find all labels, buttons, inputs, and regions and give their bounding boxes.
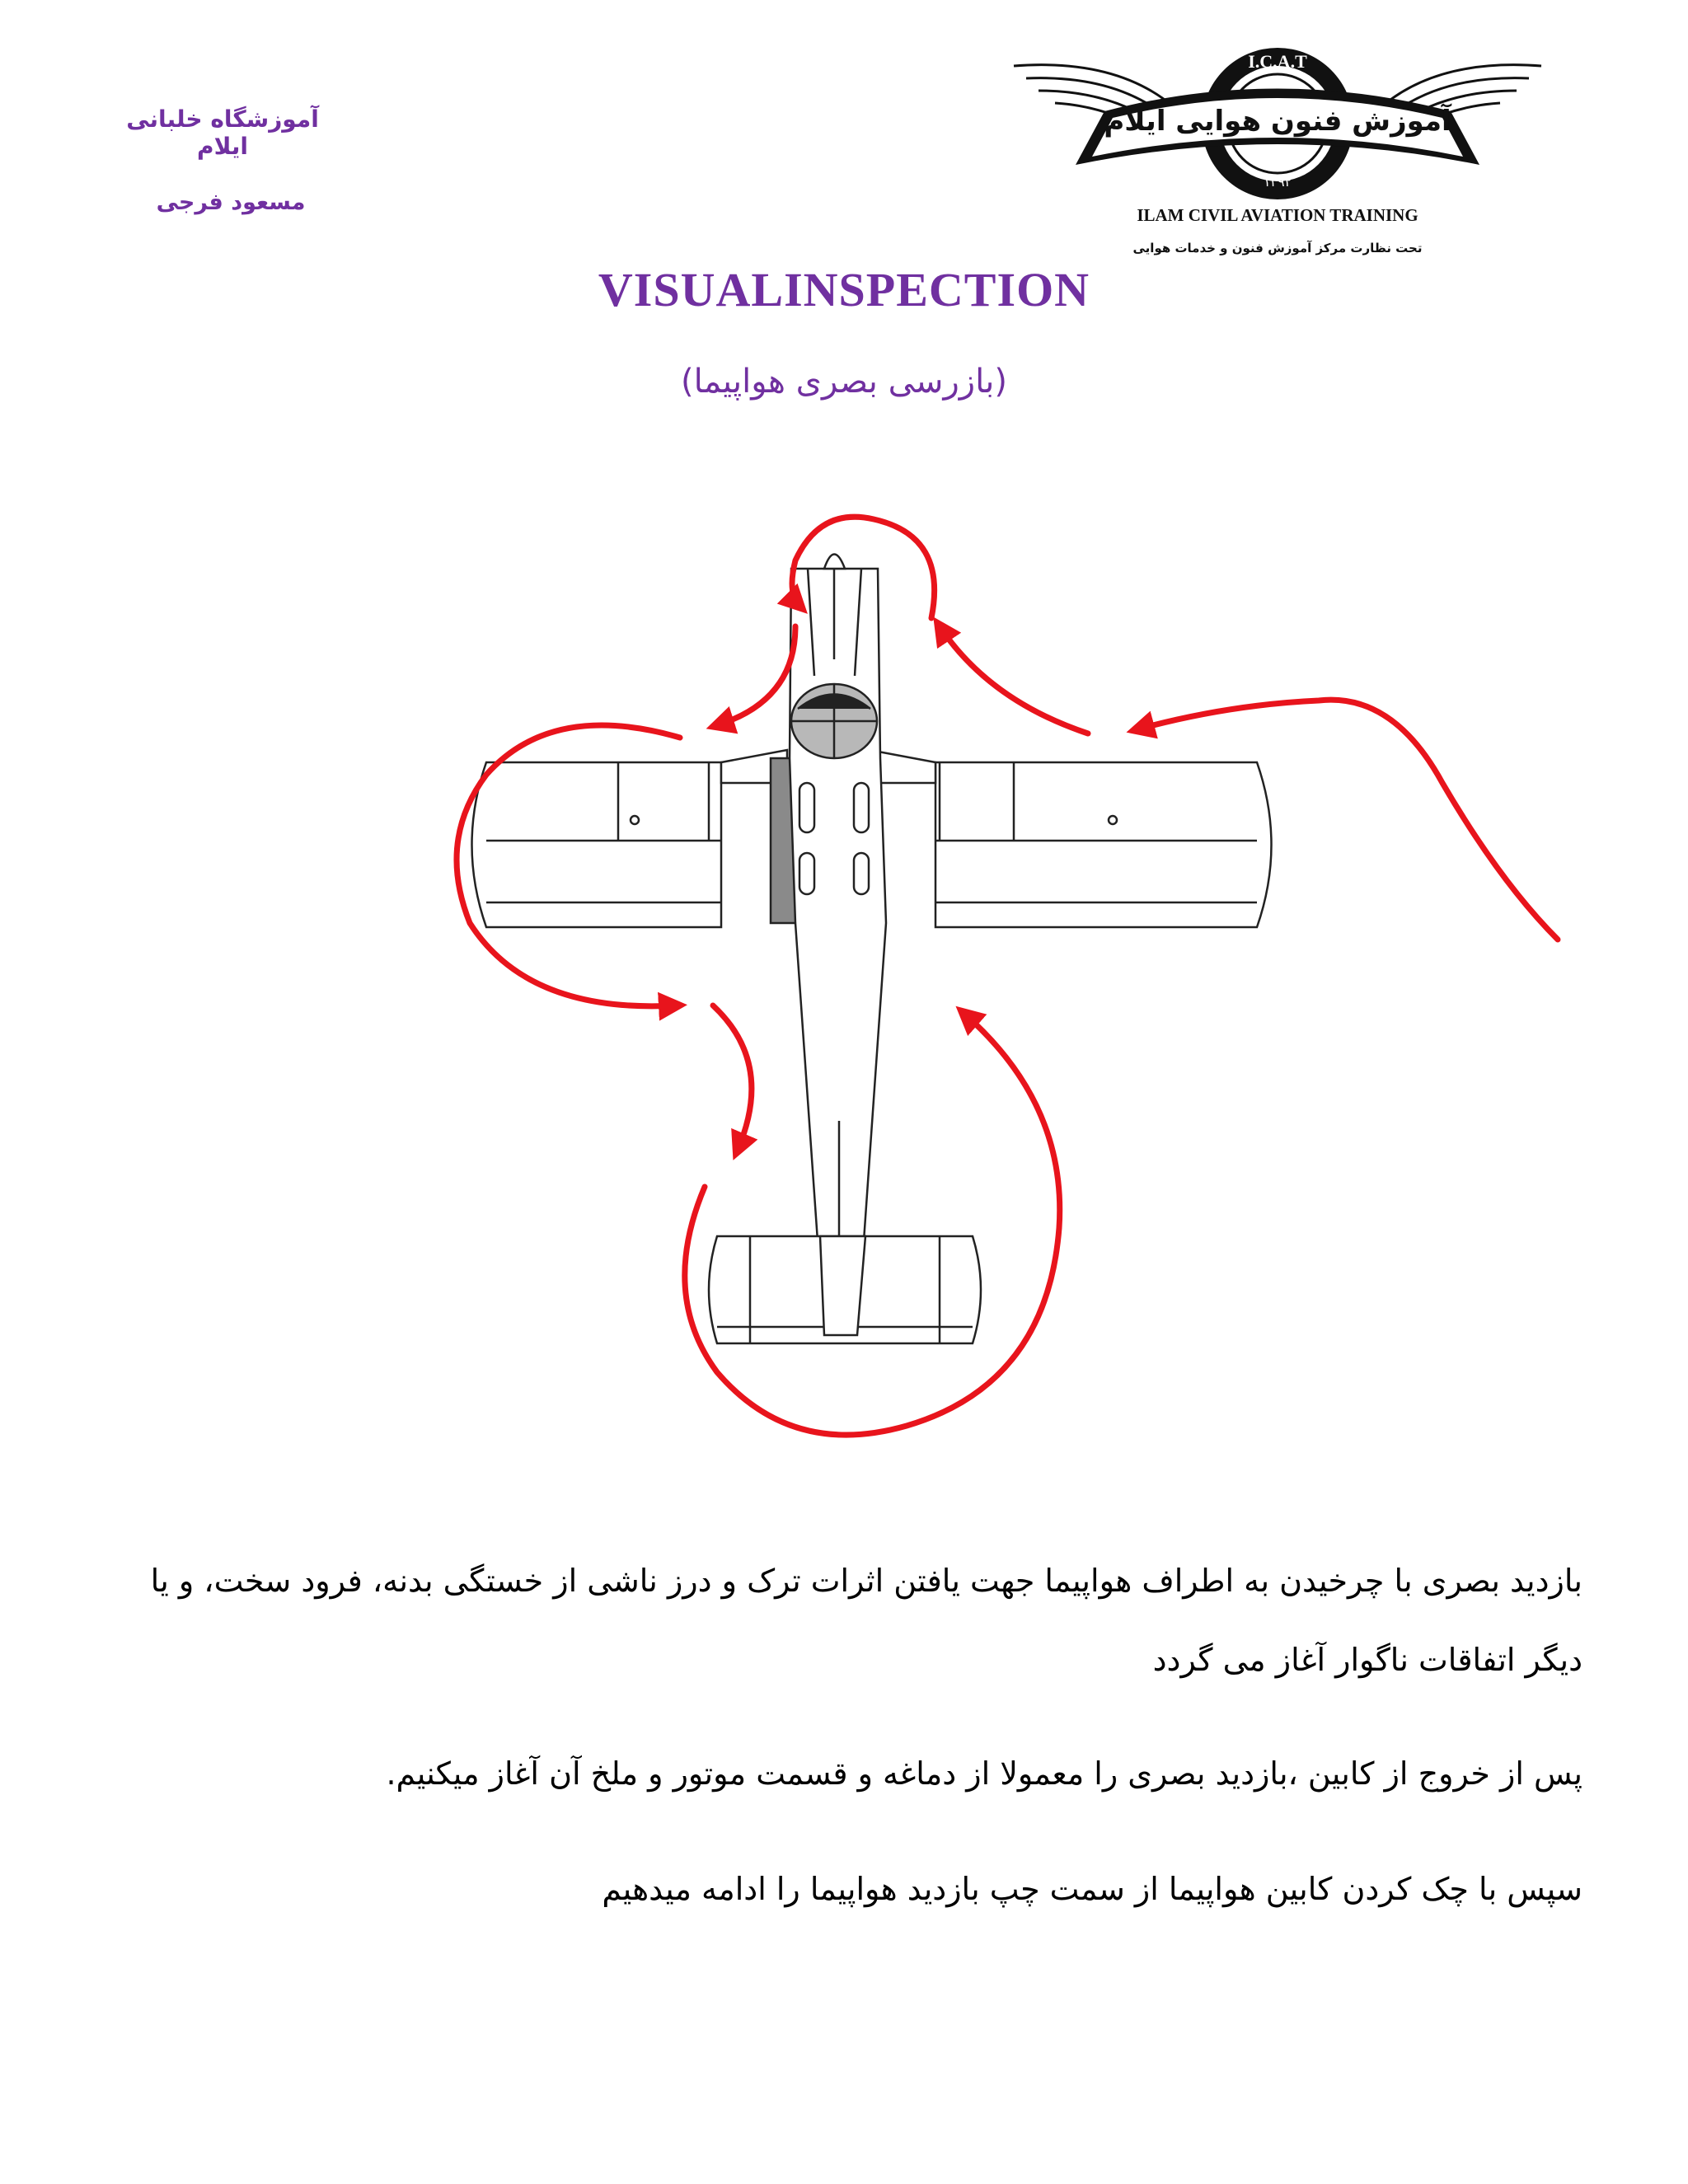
school-name: آموزشگاه خلبانی ایلام bbox=[126, 105, 319, 160]
logo bbox=[989, 33, 1566, 280]
walkaround-path bbox=[457, 517, 1558, 1435]
logo-seal-top: I.C.A.T bbox=[1248, 51, 1307, 72]
arrow-left-aft bbox=[713, 1005, 752, 1150]
author-name: مسعود فرجی bbox=[156, 190, 306, 215]
arrow-left-cabin bbox=[717, 626, 795, 725]
airplane-icon bbox=[472, 555, 1272, 1344]
logo-english-name: ILAM CIVIL AVIATION TRAINING bbox=[1137, 205, 1418, 225]
body-text bbox=[124, 1541, 1582, 1963]
logo-banner-text: آموزش فنون هوایی ایلام bbox=[1104, 105, 1451, 138]
paragraph-intro: بازدید بصری با چرخیدن به اطراف هواپیما جهت یافتن اثرات ترک و درز ناشی از خستگی بدنه، فرود سخت، و یا دیگر اتفاقات ناگوار آغاز می گردد bbox=[150, 1563, 1582, 1678]
logo-seal-year: ۱۳۹۲ bbox=[1263, 174, 1292, 190]
page-subtitle: (بازرسی بصری هواپیما) bbox=[680, 363, 1008, 401]
walkaround-diagram bbox=[363, 511, 1566, 1483]
logo-supervision-text: تحت نظارت مرکز آموزش فنون و خدمات هوایی bbox=[1132, 241, 1423, 255]
arrow-right-cabin bbox=[940, 626, 1088, 733]
paragraph-continue: سپس با چک کردن کابین هواپیما از سمت چپ بازدید هواپیما را ادامه میدهیم bbox=[602, 1871, 1582, 1907]
page-title: VISUALINSPECTION bbox=[598, 263, 1090, 316]
paragraph-start: پس از خروج از کابین ،بازدید بصری را معمولا از دماغه و قسمت موتور و ملخ آن آغاز میکنیم. bbox=[386, 1755, 1582, 1792]
